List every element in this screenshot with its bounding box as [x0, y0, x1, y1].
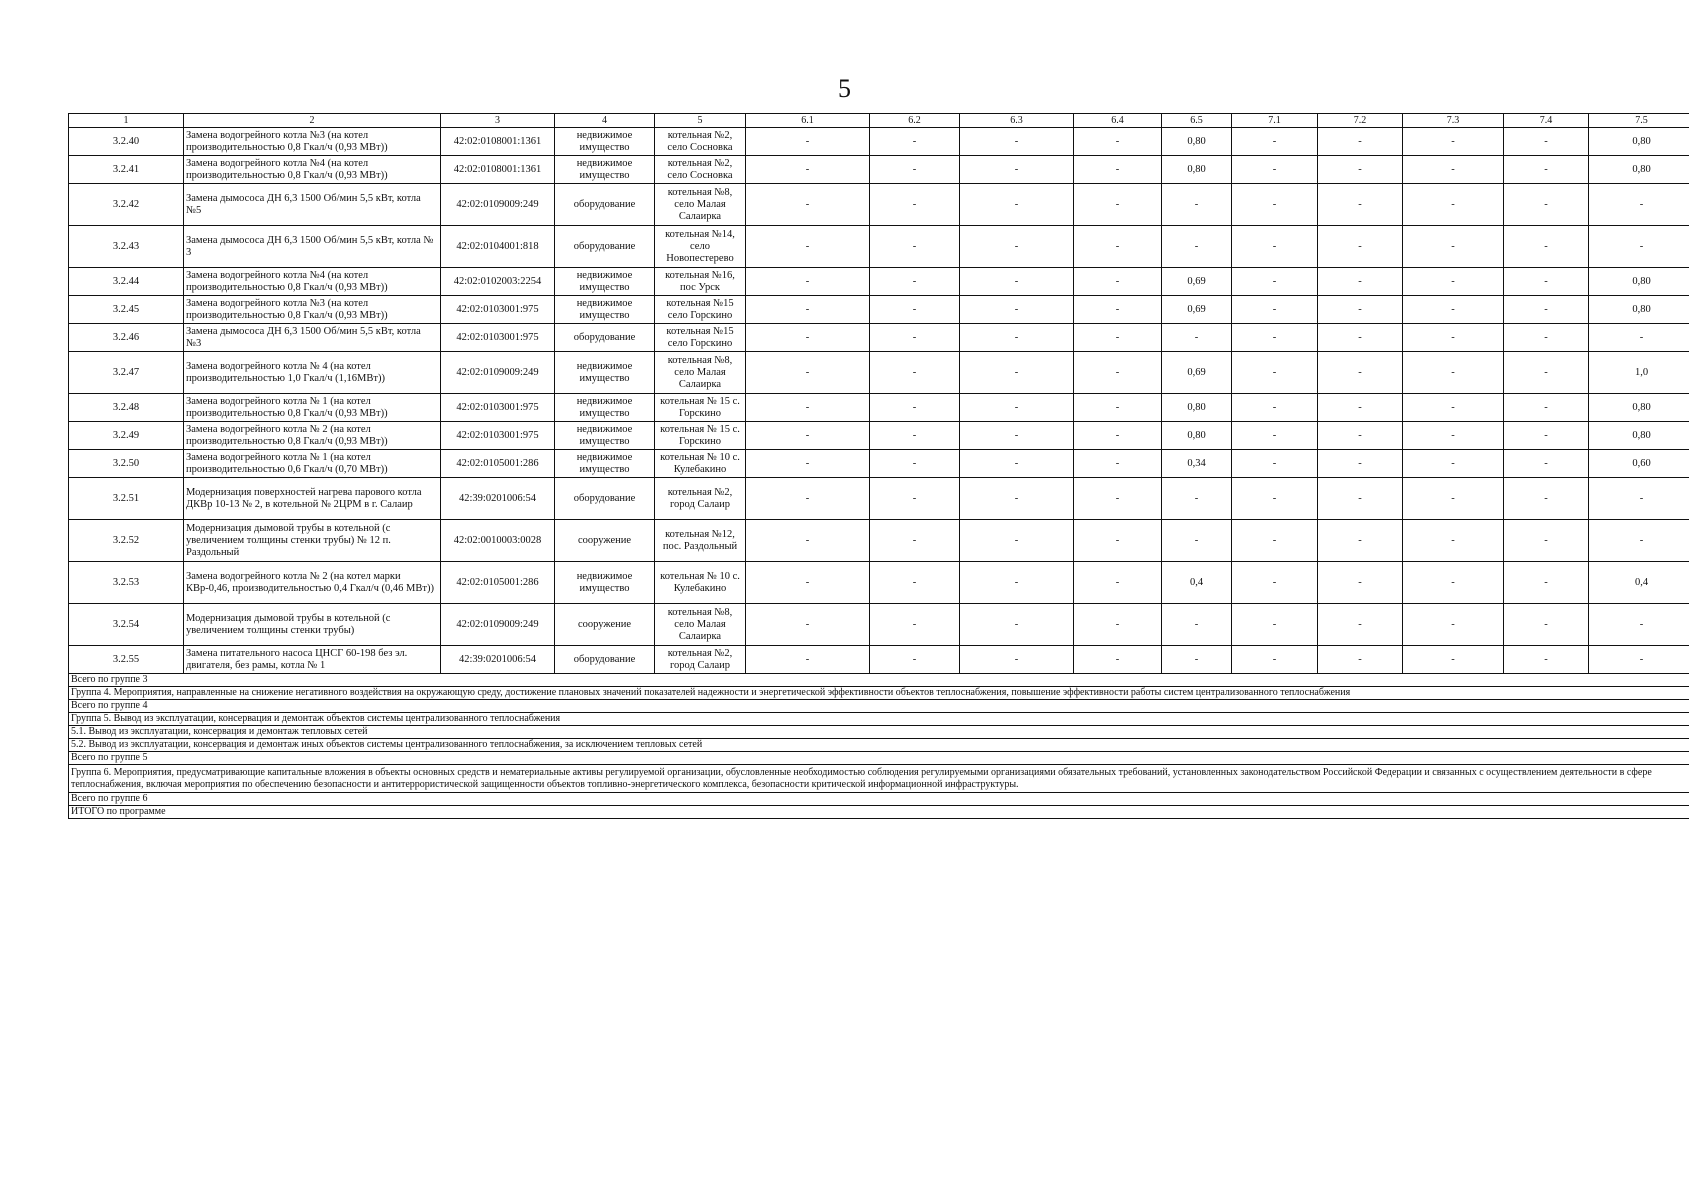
measure-name-cell: Замена водогрейного котла №3 (на котел производительностью 0,8 Гкал/ч (0,93 МВт)): [184, 296, 441, 324]
indicator-value-cell: 0,80: [1162, 394, 1232, 422]
indicator-value-cell: 0,60: [1589, 450, 1689, 478]
location-cell: котельная №2, село Сосновка: [655, 128, 746, 156]
indicator-value-cell: -: [1504, 324, 1589, 352]
indicator-value-cell: -: [1504, 128, 1589, 156]
indicator-value-cell: -: [960, 128, 1074, 156]
indicator-value-cell: -: [1318, 520, 1403, 562]
indicator-value-cell: -: [746, 226, 870, 268]
indicator-value-cell: -: [1318, 450, 1403, 478]
location-cell: котельная № 15 с. Горскино: [655, 394, 746, 422]
column-number-row: [69, 114, 1689, 128]
table-row: [69, 478, 1689, 520]
row-number-cell: 3.2.41: [69, 156, 184, 184]
indicator-value-cell: -: [746, 562, 870, 604]
indicator-value-cell: -: [1232, 156, 1318, 184]
indicator-value-cell: -: [960, 324, 1074, 352]
location-cell: котельная № 10 с. Кулебакино: [655, 562, 746, 604]
cadastral-number-cell: 42:39:0201006:54: [441, 478, 555, 520]
table-row: [69, 156, 1689, 184]
cadastral-number-cell: 42:02:0108001:1361: [441, 156, 555, 184]
column-header: 7.2: [1318, 114, 1403, 128]
location-cell: котельная №15 село Горскино: [655, 324, 746, 352]
cadastral-number-cell: 42:02:0103001:975: [441, 324, 555, 352]
measure-name-cell: Замена дымососа ДН 6,3 1500 Об/мин 5,5 кВт, котла №3: [184, 324, 441, 352]
object-type-cell: оборудование: [555, 184, 655, 226]
indicator-value-cell: -: [1589, 478, 1689, 520]
indicator-value-cell: -: [1589, 324, 1689, 352]
indicator-value-cell: -: [960, 352, 1074, 394]
table-row: [69, 562, 1689, 604]
group-6-total-label: Всего по группе 6: [69, 793, 1689, 806]
indicator-value-cell: -: [960, 562, 1074, 604]
indicator-value-cell: -: [1403, 604, 1504, 646]
indicator-value-cell: -: [1318, 604, 1403, 646]
row-number-cell: 3.2.40: [69, 128, 184, 156]
indicator-value-cell: 0,69: [1162, 296, 1232, 324]
location-cell: котельная №8, село Малая Салаирка: [655, 184, 746, 226]
indicator-value-cell: -: [1318, 156, 1403, 184]
indicator-value-cell: -: [1162, 184, 1232, 226]
cadastral-number-cell: 42:02:0104001:818: [441, 226, 555, 268]
indicator-value-cell: -: [1232, 184, 1318, 226]
indicator-value-cell: -: [1504, 450, 1589, 478]
object-type-cell: недвижимое имущество: [555, 450, 655, 478]
group-6-heading: Группа 6. Мероприятия, предусматривающие капитальные вложения в объекты основных средств и нематериальные активы регулируемой организации, обусловленные необходимостью соблюдения регулируемыми организациями обязательных требований, установленных законодательством Российской Федерации и связанных с осуществлением деятельности в сфере теплоснабжения, включая мероприятия по обеспечению безопасности и антитеррористической защищенности объектов топливно-энергетического комплекса, безопасности критической информационной инфраструктуры.: [69, 765, 1689, 793]
cadastral-number-cell: 42:02:0103001:975: [441, 422, 555, 450]
indicator-value-cell: -: [870, 324, 960, 352]
indicator-value-cell: -: [1232, 562, 1318, 604]
cadastral-number-cell: 42:02:0105001:286: [441, 562, 555, 604]
indicator-value-cell: -: [746, 324, 870, 352]
object-type-cell: недвижимое имущество: [555, 394, 655, 422]
indicator-value-cell: 0,80: [1589, 296, 1689, 324]
column-header: 7.5: [1589, 114, 1689, 128]
column-header: 6.3: [960, 114, 1074, 128]
indicator-value-cell: -: [1318, 394, 1403, 422]
indicator-value-cell: 0,4: [1162, 562, 1232, 604]
cadastral-number-cell: 42:02:0102003:2254: [441, 268, 555, 296]
indicator-value-cell: -: [1403, 562, 1504, 604]
indicator-value-cell: -: [746, 604, 870, 646]
indicator-value-cell: -: [746, 646, 870, 674]
column-header: 7.3: [1403, 114, 1504, 128]
indicator-value-cell: -: [746, 394, 870, 422]
object-type-cell: недвижимое имущество: [555, 422, 655, 450]
object-type-cell: сооружение: [555, 604, 655, 646]
summary-rows: [69, 674, 1689, 819]
table-row: [69, 324, 1689, 352]
indicator-value-cell: -: [1504, 604, 1589, 646]
summary-row: [69, 726, 1689, 739]
object-type-cell: недвижимое имущество: [555, 268, 655, 296]
table-row: [69, 268, 1689, 296]
measure-name-cell: Замена водогрейного котла №3 (на котел производительностью 0,8 Гкал/ч (0,93 МВт)): [184, 128, 441, 156]
cadastral-number-cell: 42:02:0109009:249: [441, 604, 555, 646]
summary-row: [69, 713, 1689, 726]
indicator-value-cell: -: [1232, 352, 1318, 394]
indicator-value-cell: -: [870, 520, 960, 562]
measure-name-cell: Замена водогрейного котла №4 (на котел производительностью 0,8 Гкал/ч (0,93 МВт)): [184, 268, 441, 296]
indicator-value-cell: -: [1074, 352, 1162, 394]
column-header: 1: [69, 114, 184, 128]
indicator-value-cell: -: [1074, 128, 1162, 156]
summary-row: [69, 739, 1689, 752]
row-number-cell: 3.2.44: [69, 268, 184, 296]
row-number-cell: 3.2.46: [69, 324, 184, 352]
column-header: 3: [441, 114, 555, 128]
column-header: 6.2: [870, 114, 960, 128]
object-type-cell: недвижимое имущество: [555, 352, 655, 394]
indicator-value-cell: -: [1232, 324, 1318, 352]
program-total-label: ИТОГО по программе: [69, 806, 1689, 819]
group-4-heading: Группа 4. Мероприятия, направленные на снижение негативного воздействия на окружающую среду, достижение плановых значений показателей надежности и энергетической эффективности объектов теплоснабжения, повышение эффективности работы систем централизованного теплоснабжения: [69, 687, 1689, 700]
measure-name-cell: Замена дымососа ДН 6,3 1500 Об/мин 5,5 кВт, котла № 3: [184, 226, 441, 268]
indicator-value-cell: -: [1504, 156, 1589, 184]
indicator-value-cell: -: [1403, 646, 1504, 674]
indicator-value-cell: 0,34: [1162, 450, 1232, 478]
table-row: [69, 296, 1689, 324]
indicator-value-cell: -: [960, 422, 1074, 450]
indicator-value-cell: -: [1589, 520, 1689, 562]
subgroup-5-2-heading: 5.2. Вывод из эксплуатации, консервация и демонтаж иных объектов системы централизованного теплоснабжения, за исключением тепловых сетей: [69, 739, 1689, 752]
indicator-value-cell: -: [1232, 478, 1318, 520]
indicator-value-cell: -: [1504, 296, 1589, 324]
cadastral-number-cell: 42:02:0105001:286: [441, 450, 555, 478]
measure-name-cell: Замена питательного насоса ЦНСГ 60-198 без эл. двигателя, без рамы, котла № 1: [184, 646, 441, 674]
table-row: [69, 226, 1689, 268]
measure-name-cell: Модернизация дымовой трубы в котельной (с увеличением толщины стенки трубы): [184, 604, 441, 646]
indicator-value-cell: -: [1074, 422, 1162, 450]
indicator-value-cell: -: [1162, 646, 1232, 674]
indicator-value-cell: -: [960, 520, 1074, 562]
indicator-value-cell: -: [1318, 268, 1403, 296]
group-5-heading: Группа 5. Вывод из эксплуатации, консервация и демонтаж объектов системы централизованного теплоснабжения: [69, 713, 1689, 726]
indicator-value-cell: -: [870, 296, 960, 324]
indicator-value-cell: -: [870, 156, 960, 184]
indicator-value-cell: -: [1162, 520, 1232, 562]
measure-name-cell: Замена водогрейного котла № 1 (на котел производительностью 0,6 Гкал/ч (0,70 МВт)): [184, 450, 441, 478]
indicator-value-cell: -: [1403, 324, 1504, 352]
indicator-value-cell: -: [1318, 352, 1403, 394]
indicator-value-cell: 0,69: [1162, 268, 1232, 296]
location-cell: котельная №15 село Горскино: [655, 296, 746, 324]
table-row: [69, 394, 1689, 422]
indicator-value-cell: -: [1403, 184, 1504, 226]
indicator-value-cell: -: [1589, 604, 1689, 646]
object-type-cell: оборудование: [555, 646, 655, 674]
column-header: 7.1: [1232, 114, 1318, 128]
row-number-cell: 3.2.54: [69, 604, 184, 646]
summary-row: [69, 752, 1689, 765]
indicator-value-cell: -: [746, 128, 870, 156]
indicator-value-cell: -: [1162, 324, 1232, 352]
subgroup-5-1-heading: 5.1. Вывод из эксплуатации, консервация и демонтаж тепловых сетей: [69, 726, 1689, 739]
indicator-value-cell: -: [960, 296, 1074, 324]
indicator-value-cell: -: [746, 268, 870, 296]
cadastral-number-cell: 42:02:0010003:0028: [441, 520, 555, 562]
row-number-cell: 3.2.51: [69, 478, 184, 520]
indicator-value-cell: -: [870, 394, 960, 422]
cadastral-number-cell: 42:39:0201006:54: [441, 646, 555, 674]
indicator-value-cell: -: [960, 184, 1074, 226]
indicator-value-cell: -: [870, 268, 960, 296]
location-cell: котельная №2, город Салаир: [655, 478, 746, 520]
indicator-value-cell: -: [1232, 394, 1318, 422]
cadastral-number-cell: 42:02:0103001:975: [441, 394, 555, 422]
indicator-value-cell: 1,0: [1589, 352, 1689, 394]
summary-row: [69, 765, 1689, 793]
location-cell: котельная №12, пос. Раздольный: [655, 520, 746, 562]
indicator-value-cell: -: [1318, 128, 1403, 156]
group-4-total-label: Всего по группе 4: [69, 700, 1689, 713]
indicator-value-cell: -: [1504, 562, 1589, 604]
indicator-value-cell: -: [1504, 352, 1589, 394]
indicator-value-cell: -: [1074, 646, 1162, 674]
indicator-value-cell: 0,4: [1589, 562, 1689, 604]
measure-name-cell: Замена водогрейного котла № 2 (на котел производительностью 0,8 Гкал/ч (0,93 МВт)): [184, 422, 441, 450]
indicator-value-cell: -: [1074, 520, 1162, 562]
cadastral-number-cell: 42:02:0109009:249: [441, 352, 555, 394]
indicator-value-cell: -: [1232, 268, 1318, 296]
indicator-value-cell: -: [1318, 478, 1403, 520]
indicator-value-cell: -: [1074, 394, 1162, 422]
object-type-cell: оборудование: [555, 324, 655, 352]
cadastral-number-cell: 42:02:0109009:249: [441, 184, 555, 226]
column-header: 4: [555, 114, 655, 128]
indicator-value-cell: -: [1318, 226, 1403, 268]
indicator-value-cell: -: [1074, 226, 1162, 268]
indicator-value-cell: -: [1162, 226, 1232, 268]
cadastral-number-cell: 42:02:0108001:1361: [441, 128, 555, 156]
indicator-value-cell: -: [1403, 352, 1504, 394]
indicator-value-cell: -: [1403, 450, 1504, 478]
indicator-value-cell: -: [1318, 184, 1403, 226]
indicator-value-cell: -: [1403, 128, 1504, 156]
indicator-value-cell: 0,80: [1162, 156, 1232, 184]
indicator-value-cell: -: [1403, 226, 1504, 268]
indicator-value-cell: -: [1232, 422, 1318, 450]
indicator-value-cell: 0,80: [1589, 128, 1689, 156]
row-number-cell: 3.2.53: [69, 562, 184, 604]
measure-name-cell: Модернизация дымовой трубы в котельной (с увеличением толщины стенки трубы) № 12 п. Раздольный: [184, 520, 441, 562]
indicator-value-cell: -: [870, 604, 960, 646]
indicator-value-cell: -: [1589, 646, 1689, 674]
indicator-value-cell: -: [1504, 226, 1589, 268]
indicator-value-cell: 0,80: [1589, 156, 1689, 184]
indicator-value-cell: -: [960, 646, 1074, 674]
indicator-value-cell: -: [960, 394, 1074, 422]
indicator-value-cell: -: [1074, 478, 1162, 520]
indicator-value-cell: -: [1504, 184, 1589, 226]
indicator-value-cell: -: [1074, 268, 1162, 296]
indicator-value-cell: -: [1403, 394, 1504, 422]
indicator-value-cell: -: [746, 184, 870, 226]
indicator-value-cell: -: [870, 184, 960, 226]
object-type-cell: сооружение: [555, 520, 655, 562]
column-header: 6.5: [1162, 114, 1232, 128]
indicator-value-cell: -: [1232, 520, 1318, 562]
summary-row: [69, 687, 1689, 700]
indicator-value-cell: -: [960, 478, 1074, 520]
object-type-cell: недвижимое имущество: [555, 156, 655, 184]
cadastral-number-cell: 42:02:0103001:975: [441, 296, 555, 324]
column-header: 7.4: [1504, 114, 1589, 128]
indicator-value-cell: -: [1504, 268, 1589, 296]
table-row: [69, 352, 1689, 394]
measure-name-cell: Замена дымососа ДН 6,3 1500 Об/мин 5,5 кВт, котла №5: [184, 184, 441, 226]
measure-name-cell: Замена водогрейного котла № 1 (на котел производительностью 0,8 Гкал/ч (0,93 МВт)): [184, 394, 441, 422]
table-row: [69, 422, 1689, 450]
indicator-value-cell: -: [1232, 128, 1318, 156]
row-number-cell: 3.2.48: [69, 394, 184, 422]
indicator-value-cell: -: [1504, 394, 1589, 422]
indicator-value-cell: -: [1318, 646, 1403, 674]
indicator-value-cell: -: [1589, 226, 1689, 268]
indicator-value-cell: -: [870, 646, 960, 674]
row-number-cell: 3.2.55: [69, 646, 184, 674]
object-type-cell: оборудование: [555, 478, 655, 520]
indicator-value-cell: -: [870, 450, 960, 478]
indicator-value-cell: -: [746, 352, 870, 394]
indicator-value-cell: -: [1074, 324, 1162, 352]
indicator-value-cell: -: [960, 156, 1074, 184]
indicator-value-cell: -: [746, 520, 870, 562]
indicator-value-cell: -: [1403, 156, 1504, 184]
indicator-value-cell: -: [1232, 226, 1318, 268]
indicator-value-cell: -: [1504, 646, 1589, 674]
indicator-value-cell: -: [960, 450, 1074, 478]
indicator-value-cell: -: [1074, 450, 1162, 478]
object-type-cell: недвижимое имущество: [555, 296, 655, 324]
measure-name-cell: Замена водогрейного котла №4 (на котел производительностью 0,8 Гкал/ч (0,93 МВт)): [184, 156, 441, 184]
group-3-total-label: Всего по группе 3: [69, 674, 1689, 687]
measure-rows: [69, 128, 1689, 674]
measure-name-cell: Замена водогрейного котла № 4 (на котел производительностью 1,0 Гкал/ч (1,16МВт)): [184, 352, 441, 394]
column-header: 6.4: [1074, 114, 1162, 128]
indicator-value-cell: -: [1162, 604, 1232, 646]
indicator-value-cell: -: [1318, 422, 1403, 450]
row-number-cell: 3.2.47: [69, 352, 184, 394]
column-header: 5: [655, 114, 746, 128]
indicator-value-cell: -: [1074, 184, 1162, 226]
location-cell: котельная №16, пос Урск: [655, 268, 746, 296]
indicator-value-cell: -: [1074, 562, 1162, 604]
indicator-value-cell: 0,80: [1589, 394, 1689, 422]
indicator-value-cell: -: [870, 562, 960, 604]
group-5-total-label: Всего по группе 5: [69, 752, 1689, 765]
investment-program-table: [68, 113, 1689, 819]
row-number-cell: 3.2.45: [69, 296, 184, 324]
indicator-value-cell: -: [1232, 604, 1318, 646]
indicator-value-cell: -: [1074, 156, 1162, 184]
summary-row: [69, 674, 1689, 687]
indicator-value-cell: -: [1318, 324, 1403, 352]
object-type-cell: недвижимое имущество: [555, 562, 655, 604]
indicator-value-cell: -: [1504, 520, 1589, 562]
measure-name-cell: Замена водогрейного котла № 2 (на котел марки КВр-0,46, производительностью 0,4 Гкал/ч (0,46 МВт)): [184, 562, 441, 604]
indicator-value-cell: -: [870, 128, 960, 156]
location-cell: котельная №8, село Малая Салаирка: [655, 352, 746, 394]
indicator-value-cell: -: [1403, 478, 1504, 520]
indicator-value-cell: -: [1232, 296, 1318, 324]
table-row: [69, 184, 1689, 226]
row-number-cell: 3.2.52: [69, 520, 184, 562]
indicator-value-cell: -: [746, 450, 870, 478]
column-header: 6.1: [746, 114, 870, 128]
row-number-cell: 3.2.50: [69, 450, 184, 478]
indicator-value-cell: -: [1074, 604, 1162, 646]
indicator-value-cell: 0,80: [1589, 422, 1689, 450]
row-number-cell: 3.2.43: [69, 226, 184, 268]
summary-row: [69, 700, 1689, 713]
indicator-value-cell: -: [960, 268, 1074, 296]
location-cell: котельная №8, село Малая Салаирка: [655, 604, 746, 646]
location-cell: котельная № 10 с. Кулебакино: [655, 450, 746, 478]
object-type-cell: недвижимое имущество: [555, 128, 655, 156]
indicator-value-cell: -: [870, 422, 960, 450]
summary-row: [69, 806, 1689, 819]
indicator-value-cell: -: [1232, 450, 1318, 478]
indicator-value-cell: -: [960, 226, 1074, 268]
indicator-value-cell: -: [1403, 520, 1504, 562]
row-number-cell: 3.2.42: [69, 184, 184, 226]
indicator-value-cell: -: [960, 604, 1074, 646]
indicator-value-cell: 0,80: [1162, 422, 1232, 450]
indicator-value-cell: -: [1403, 422, 1504, 450]
summary-row: [69, 793, 1689, 806]
indicator-value-cell: 0,69: [1162, 352, 1232, 394]
page-number: 5: [838, 74, 851, 103]
table-row: [69, 520, 1689, 562]
table-row: [69, 646, 1689, 674]
indicator-value-cell: -: [1318, 562, 1403, 604]
indicator-value-cell: 0,80: [1589, 268, 1689, 296]
object-type-cell: оборудование: [555, 226, 655, 268]
indicator-value-cell: -: [870, 226, 960, 268]
indicator-value-cell: -: [1403, 268, 1504, 296]
location-cell: котельная №14, село Новопестерево: [655, 226, 746, 268]
indicator-value-cell: -: [1504, 478, 1589, 520]
measure-name-cell: Модернизация поверхностей нагрева парового котла ДКВр 10-13 № 2, в котельной № 2ЦРМ в г. Салаир: [184, 478, 441, 520]
row-number-cell: 3.2.49: [69, 422, 184, 450]
indicator-value-cell: -: [1162, 478, 1232, 520]
indicator-value-cell: -: [746, 156, 870, 184]
indicator-value-cell: -: [870, 478, 960, 520]
table-row: [69, 604, 1689, 646]
indicator-value-cell: -: [870, 352, 960, 394]
indicator-value-cell: -: [1589, 184, 1689, 226]
indicator-value-cell: -: [1074, 296, 1162, 324]
indicator-value-cell: -: [746, 422, 870, 450]
indicator-value-cell: -: [746, 296, 870, 324]
location-cell: котельная №2, село Сосновка: [655, 156, 746, 184]
location-cell: котельная №2, город Салаир: [655, 646, 746, 674]
column-header: 2: [184, 114, 441, 128]
indicator-value-cell: -: [1403, 296, 1504, 324]
table-row: [69, 450, 1689, 478]
indicator-value-cell: -: [746, 478, 870, 520]
indicator-value-cell: -: [1318, 296, 1403, 324]
indicator-value-cell: -: [1504, 422, 1589, 450]
indicator-value-cell: 0,80: [1162, 128, 1232, 156]
indicator-value-cell: -: [1232, 646, 1318, 674]
location-cell: котельная № 15 с. Горскино: [655, 422, 746, 450]
table-row: [69, 128, 1689, 156]
